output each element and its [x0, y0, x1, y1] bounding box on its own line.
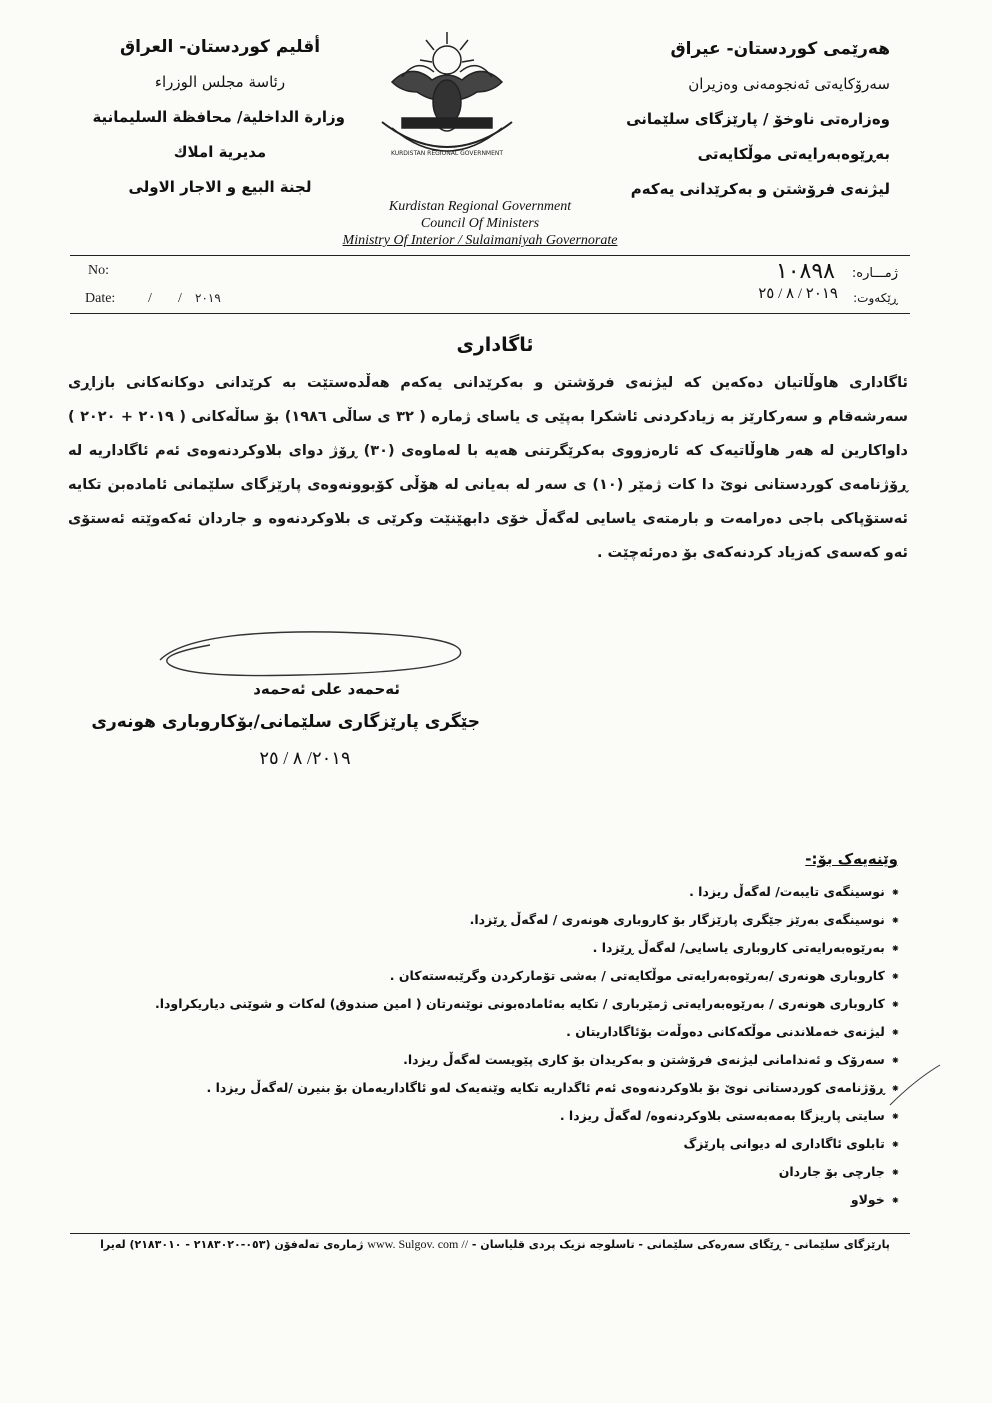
bullet-icon: ⁕	[890, 886, 900, 899]
date-year-en: ٢٠١٩	[195, 291, 221, 305]
bullet-icon: ⁕	[890, 1194, 900, 1207]
pen-stroke-mark	[885, 1060, 945, 1110]
kurdish-header-line: سەرۆکایەتی ئەنجومەنی وەزیران	[688, 75, 890, 93]
bullet-icon: ⁕	[890, 914, 900, 927]
number-label-en: No:	[88, 263, 109, 278]
date-label-ku: ڕێکەوت:	[853, 291, 898, 305]
footer-address: پارێزگای سلێمانی - ڕێگای سەرەکی سلێمانی - تاسلوجە نزیک پردی قلیاسان -	[471, 1238, 890, 1251]
bullet-icon: ⁕	[890, 970, 900, 983]
copy-recipient: جارچی بۆ جاردان	[778, 1164, 885, 1179]
list-item	[200, 906, 900, 934]
kurdish-header-line: لیژنەی فرۆشتن و بەکرێدانی یەکەم	[630, 180, 890, 198]
arabic-header-line: مديرية املاك	[173, 143, 267, 161]
copy-recipient: لیژنەی خەملاندنی موڵکەکانی دەوڵەت بۆئاگاداریتان .	[566, 1024, 885, 1039]
bullet-icon: ⁕	[890, 1138, 900, 1151]
kurdish-header-line: وەزارەتی ناوخۆ / پارێزگای سلێمانی	[626, 110, 890, 128]
list-item	[200, 1186, 900, 1214]
copies-list	[154, 878, 900, 1214]
bullet-icon: ⁕	[890, 998, 900, 1011]
list-item	[200, 878, 900, 906]
list-item	[200, 1102, 900, 1130]
reference-date: ٢٠١٩ / ٨ / ٢٥	[758, 286, 838, 302]
copy-recipient: خولاو	[850, 1192, 885, 1207]
list-item	[200, 962, 900, 990]
header-divider	[70, 255, 910, 256]
arabic-header	[92, 30, 345, 205]
copies-title: وێنەیەک بۆ:-	[805, 850, 898, 868]
kurdish-header-line: هەرێمی کوردستان- عیراق	[670, 39, 890, 59]
krg-emblem-logo	[372, 22, 522, 170]
list-item	[154, 990, 900, 1018]
copy-recipient: ڕۆژنامەی کوردستانی نوێ بۆ بلاوکردنەوەی ئەم ئاگداریە تکایە وێنەیەک لەو ئاگاداریەمان بۆ بنیرن /لەگەڵ ریزدا .	[206, 1080, 885, 1095]
signatory-title: جێگری پارێزگاری سلێمانی/بۆکاروباری هونەری	[91, 712, 480, 732]
copy-recipient: نوسینگەی بەرێز جێگری پارێزگار بۆ کاروباری هونەری / لەگەڵ ڕێزدا.	[469, 912, 885, 927]
list-item	[200, 1018, 900, 1046]
signatory-name: ئەحمەد علی ئەحمەد	[253, 680, 400, 698]
footer	[90, 1237, 900, 1252]
copy-recipient: تابلوی ئاگاداری لە دیوانی پارێزگ	[683, 1136, 885, 1151]
bullet-icon: ⁕	[890, 1054, 900, 1067]
svg-text:KURDISTAN REGIONAL GOVERNMENT: KURDISTAN REGIONAL GOVERNMENT	[390, 150, 504, 157]
bullet-icon: ⁕	[890, 942, 900, 955]
notice-body: ئاگاداری هاوڵاتیان دەکەین کە لیژنەی فرۆشتن و بەکرێدانی یەکەم هەڵدەستێت بە کرێدانی دوکانەکانی بازاڕی سەرشەقام و سەرکارێز بە زیادکردنی ئاشکرا بەپێی ی یاسای ژمارە ( ٣٢ ی ساڵی ١٩٨٦) بۆ ساڵەکانی ( ٢٠١٩ + ٢٠٢٠ ) داواکارین لە هەر هاوڵاتیەک کە ئارەزووی بەکرێگرتنی هەیە با لەماوەی (٣٠) ڕۆژ دوای بلاوکردنەوەی ئەم ئاگاداریە لە ڕۆژنامەی کوردستانی نوێ دا کات ژمێر (١٠) ی سەر لە بەیانی لە هۆڵی کۆبوونەوەی پارێزگای سلێمانی ئامادەبن تکایە ئەستۆپاکی باجی دەرامەت و بارمتەی یاسایی لەگەڵ خۆی دابهێنێت وکرێی ی بلاوکردنەوە و جاردان ئەکەوێتە ئەستۆی ئەو کەسەی کەزیاد کردنەکەی بۆ دەرئەچێت .	[68, 375, 908, 561]
copy-recipient: سەرۆک و ئەندامانی لیژنەی فرۆشتن و بەکریدان بۆ کاری پێویست لەگەڵ ریزدا.	[403, 1052, 885, 1067]
copy-recipient: سایتی پاریزگا بەمەبەستی بلاوکردنەوە/ لەگەڵ ریزدا .	[559, 1108, 885, 1123]
footer-website: www. Sulgov. com //	[367, 1237, 469, 1251]
copy-recipient: کاروباری هونەری /بەرێوەبەرایەتی موڵکایەتی / بەشی تۆمارکردن وگرێبەستەکان .	[389, 968, 885, 983]
bullet-icon: ⁕	[890, 1082, 900, 1095]
arabic-header-line: لجنة البيع و الاجار الاولى	[128, 178, 312, 196]
kurdish-header-line: بەڕێوەبەرایەتی موڵکایەتی	[697, 145, 890, 163]
english-header-line: Kurdistan Regional Government	[388, 199, 572, 214]
list-item	[200, 1158, 900, 1186]
signature-date: ٢٠١٩/ ٨ / ٢٥	[259, 748, 351, 768]
list-item	[200, 1130, 900, 1158]
date-label-en: Date:	[85, 291, 116, 306]
footer-phone: ژمارەی تەلەفۆن (٠٥٣-٢١٨٣٠٢٠ - ٢١٨٣٠١٠) لەیرا	[100, 1238, 364, 1251]
bullet-icon: ⁕	[890, 1026, 900, 1039]
list-item	[200, 1074, 900, 1102]
bullet-icon: ⁕	[890, 1110, 900, 1123]
reference-divider	[70, 313, 910, 314]
arabic-header-line: رئاسة مجلس الوزراء	[154, 73, 286, 91]
list-item	[200, 1046, 900, 1074]
date-separator: /	[148, 291, 152, 306]
copy-recipient: کاروباری هونەری / بەرێوەبەرایەتی ژمێرباری / تکایە بەئامادەبونی نوێنەرتان ( امین صندوق) لەکات و شوێنی دیاریکراودا.	[154, 996, 885, 1011]
arabic-header-line: أقليم كوردستان- العراق	[119, 37, 321, 57]
number-label-ku: ژمـــارە:	[851, 266, 898, 281]
reference-number: ١٠٨٩٨	[775, 258, 835, 283]
english-header	[300, 198, 660, 249]
copy-recipient: بەرێوەبەرایەتی کاروباری یاسایی/ لەگەڵ ڕێزدا .	[592, 940, 885, 955]
notice-title: ئاگاداری	[456, 334, 534, 356]
english-header-line: Council Of Ministers	[420, 216, 540, 231]
arabic-header-line: وزارة الداخلية/ محافظة السليمانية	[92, 108, 345, 126]
copy-recipient: نوسینگەی تایبەت/ لەگەڵ ریزدا .	[689, 884, 885, 899]
english-header-line: Ministry Of Interior / Sulaimaniyah Governorate	[342, 233, 618, 248]
bullet-icon: ⁕	[890, 1166, 900, 1179]
kurdish-header	[620, 32, 890, 207]
date-separator: /	[178, 291, 182, 306]
footer-divider	[70, 1233, 910, 1234]
list-item	[200, 934, 900, 962]
